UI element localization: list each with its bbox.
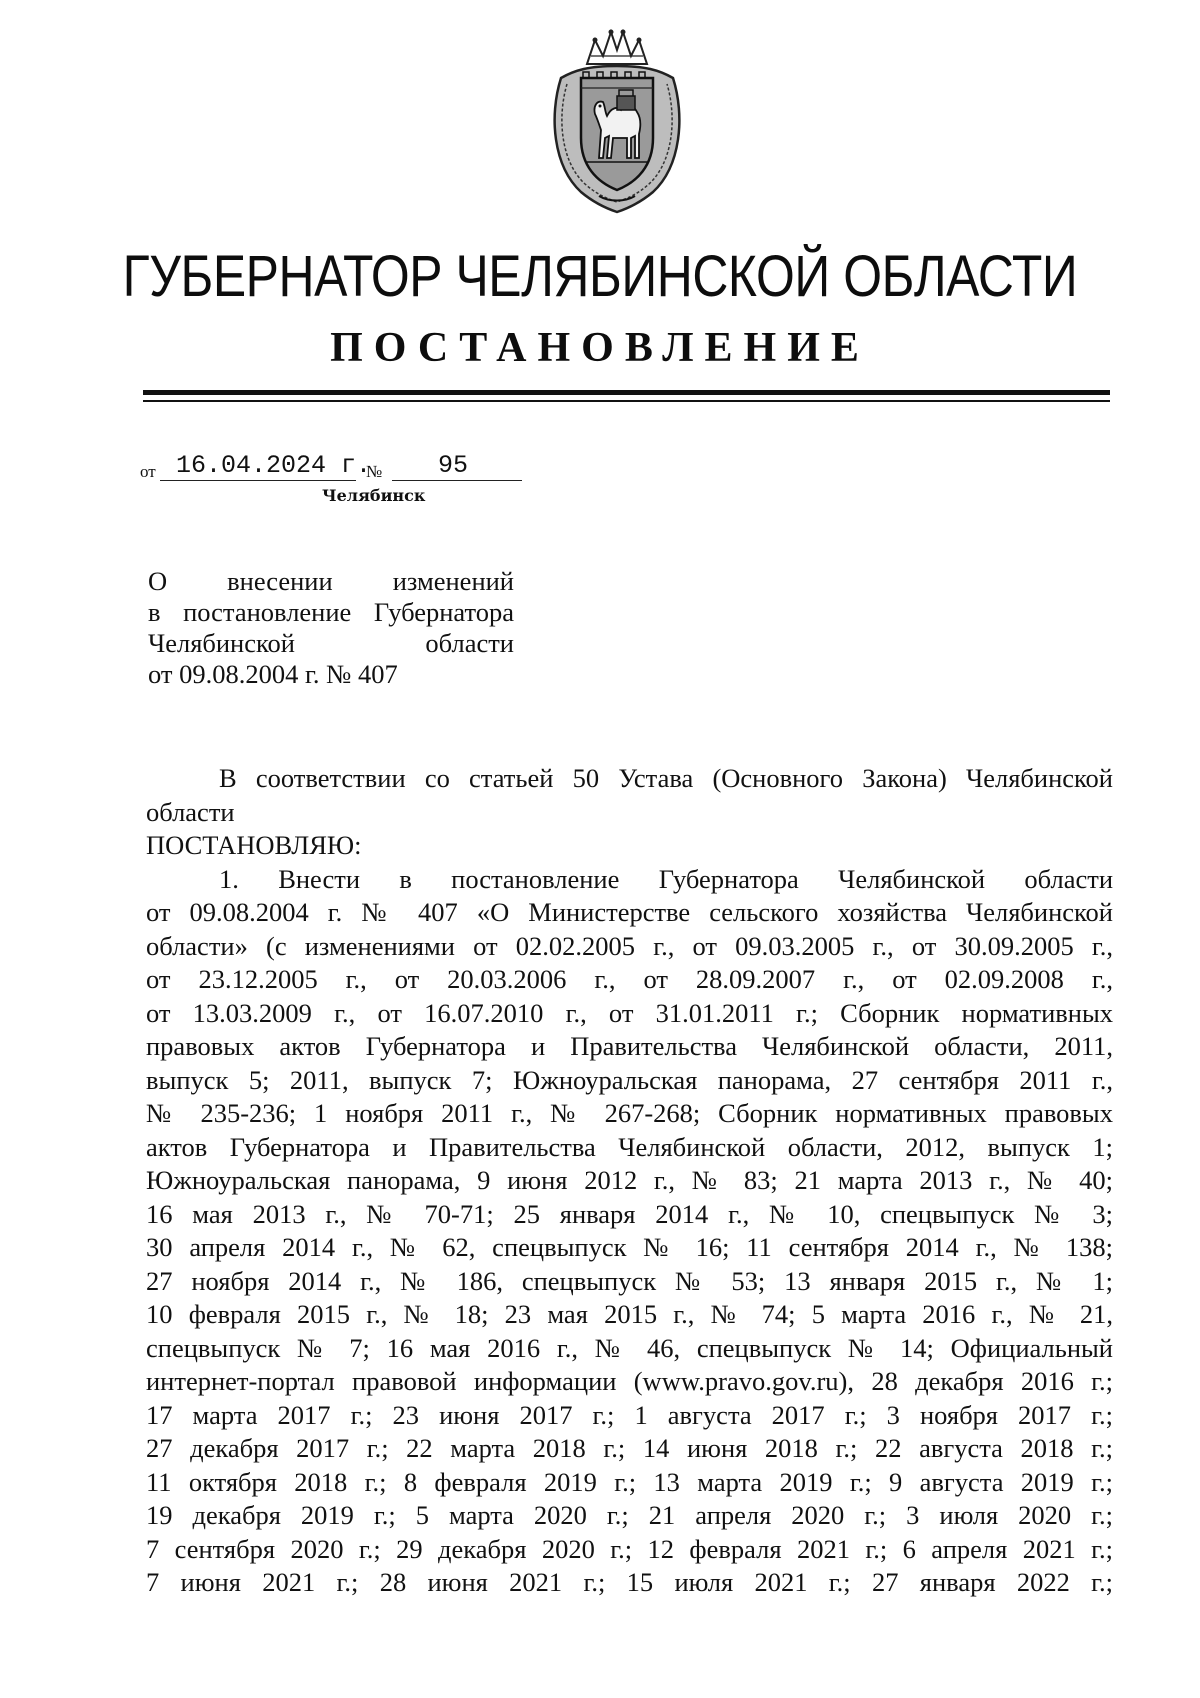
body-line: интернет-портал правовой информации (www.pravo.gov.ru), 28 декабря 2016 г.;	[146, 1366, 1113, 1396]
body-line: 30 апреля 2014 г., № 62, спецвыпуск № 16; 11 сентября 2014 г., № 138;	[146, 1232, 1113, 1262]
date-prefix: от	[140, 462, 156, 481]
document-subject	[148, 566, 514, 690]
body-line: 16 мая 2013 г., № 70-71; 25 января 2014 г., № 10, спецвыпуск № 3;	[146, 1198, 1113, 1229]
subject-line: Челябинской области	[148, 628, 514, 658]
subject-line: в постановление Губернатора	[148, 597, 514, 627]
body-line: 1. Внести в постановление Губернатора Челябинской области	[219, 863, 1113, 894]
number-prefix: №	[366, 462, 383, 481]
body-line: от 09.08.2004 г. № 407 «О Министерстве сельского хозяйства Челябинской	[146, 897, 1113, 927]
body-line: правовых актов Губернатора и Правительства Челябинской области, 2011,	[146, 1031, 1113, 1061]
body-line: от 13.03.2009 г., от 16.07.2010 г., от 31.01.2011 г.; Сборник нормативных	[146, 997, 1113, 1028]
header-rule-thick	[143, 390, 1110, 395]
body-line: 17 марта 2017 г.; 23 июня 2017 г.; 1 августа 2017 г.; 3 ноября 2017 г.;	[146, 1399, 1113, 1430]
issuer-title: ГУБЕРНАТОР ЧЕЛЯБИНСКОЙ ОБЛАСТИ	[122, 244, 1078, 309]
document-type: ПОСТАНОВЛЕНИЕ	[330, 325, 870, 371]
date-number-row	[140, 451, 580, 485]
body-line: области	[146, 796, 235, 827]
document-date: 16.04.2024 г.	[176, 451, 372, 480]
body-line: В соответствии со статьей 50 Устава (Основного Закона) Челябинской	[219, 763, 1113, 793]
document-number: 95	[438, 451, 469, 480]
date-underline	[160, 480, 356, 481]
body-line: Южноуральская панорама, 9 июня 2012 г., № 83; 21 марта 2013 г., № 40;	[146, 1165, 1113, 1195]
header-rule-thin	[143, 400, 1110, 402]
body-line: 27 ноября 2014 г., № 186, спецвыпуск № 53; 13 января 2015 г., № 1;	[146, 1265, 1113, 1296]
body-line: выпуск 5; 2011, выпуск 7; Южноуральская панорама, 27 сентября 2011 г.,	[146, 1064, 1113, 1095]
document-body	[146, 762, 1113, 1600]
subject-line: О внесении изменений	[148, 566, 514, 596]
body-line: ПОСТАНОВЛЯЮ:	[146, 830, 362, 860]
body-line: 27 декабря 2017 г.; 22 марта 2018 г.; 14 июня 2018 г.; 22 августа 2018 г.;	[146, 1433, 1113, 1463]
body-line: № 235-236; 1 ноября 2011 г., № 267-268; Сборник нормативных правовых	[146, 1098, 1113, 1128]
number-underline	[392, 480, 522, 481]
chelyabinsk-coat-of-arms-icon	[547, 26, 687, 214]
body-line: от 23.12.2005 г., от 20.03.2006 г., от 28.09.2007 г., от 02.09.2008 г.,	[146, 964, 1113, 994]
subject-line: от 09.08.2004 г. № 407	[148, 659, 398, 689]
body-line: области» (с изменениями от 02.02.2005 г., от 09.03.2005 г., от 30.09.2005 г.,	[146, 930, 1113, 961]
body-line: 19 декабря 2019 г.; 5 марта 2020 г.; 21 апреля 2020 г.; 3 июля 2020 г.;	[146, 1500, 1113, 1530]
body-line: 11 октября 2018 г.; 8 февраля 2019 г.; 13 марта 2019 г.; 9 августа 2019 г.;	[146, 1466, 1113, 1497]
document-city: Челябинск	[322, 486, 426, 505]
body-line: 7 июня 2021 г.; 28 июня 2021 г.; 15 июля 2021 г.; 27 января 2022 г.;	[146, 1567, 1113, 1597]
body-line: актов Губернатора и Правительства Челябинской области, 2012, выпуск 1;	[146, 1131, 1113, 1162]
body-line: 10 февраля 2015 г., № 18; 23 мая 2015 г., № 74; 5 марта 2016 г., № 21,	[146, 1299, 1113, 1329]
body-line: 7 сентября 2020 г.; 29 декабря 2020 г.; 12 февраля 2021 г.; 6 апреля 2021 г.;	[146, 1533, 1113, 1564]
body-line: спецвыпуск № 7; 16 мая 2016 г., № 46, спецвыпуск № 14; Официальный	[146, 1332, 1113, 1363]
